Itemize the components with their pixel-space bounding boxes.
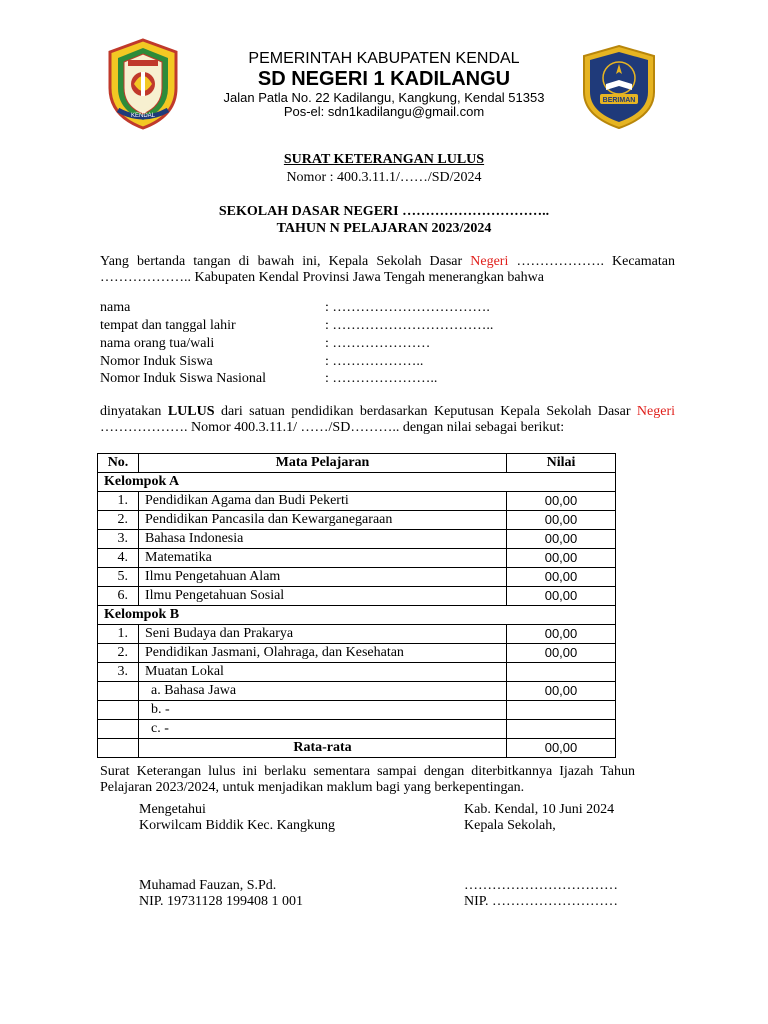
signature-right-line2: Kepala Sekolah, [464,818,556,833]
average-row [98,739,616,758]
logo-left-text: KENDAL [130,113,156,119]
signature-right-line1: Kab. Kendal, 10 Juni 2024 [464,802,615,817]
row-no: 6. [98,587,139,606]
row-score: 00,00 [507,492,616,511]
table-row [98,530,616,549]
identity-label: nama [100,300,131,315]
signature-right-name: …………………………… [464,878,618,893]
declaration-text-1: dinyatakan [100,404,168,419]
row-no: 1. [98,625,139,644]
row-subject: Muatan Lokal [139,663,507,682]
signature-left-nip: NIP. 19731128 199408 1 001 [139,894,303,909]
declaration-red-word: Negeri [636,404,676,419]
row-subject: Pendidikan Agama dan Budi Pekerti [139,492,507,511]
row-score: 00,00 [507,549,616,568]
row-score [507,720,616,739]
declaration-paragraph [100,404,675,436]
row-score: 00,00 [507,568,616,587]
table-row [98,568,616,587]
row-no: 5. [98,568,139,587]
table-row [98,625,616,644]
identity-label: Nomor Induk Siswa [100,354,213,369]
school-logo [580,44,658,130]
row-no: 2. [98,644,139,663]
school-line: SEKOLAH DASAR NEGERI ………………………….. [218,204,550,219]
row-subject: Matematika [139,549,507,568]
declaration-text-3: ………………. Nomor 400.3.11.1/ ……/SD……….. dengan nilai sebagai berikut: [100,420,565,435]
kendal-regency-logo [104,38,182,130]
grades-table [97,453,616,758]
header-subject: Mata Pelajaran [139,454,507,473]
document-title: SURAT KETERANGAN LULUS [283,152,485,167]
row-subject: c. - [139,720,507,739]
row-score: 00,00 [507,682,616,701]
table-row [98,701,616,720]
row-no: 1. [98,492,139,511]
school-address: Jalan Patla No. 22 Kadilangu, Kangkung, Kendal 51353 [223,90,545,105]
group-row [98,606,616,625]
identity-value: : ……………….. [325,354,424,369]
row-score: 00,00 [507,644,616,663]
row-no: 4. [98,549,139,568]
row-score: 00,00 [507,511,616,530]
row-score: 00,00 [507,625,616,644]
identity-label: Nomor Induk Siswa Nasional [100,371,267,386]
table-row [98,663,616,682]
row-score [507,701,616,720]
row-subject: Bahasa Indonesia [139,530,507,549]
signature-left-line2: Korwilcam Biddik Kec. Kangkung [139,818,335,833]
table-row [98,549,616,568]
row-no [98,701,139,720]
identity-value: : …………………………….. [325,318,494,333]
row-subject: b. - [139,701,507,720]
header-no: No. [98,454,139,473]
government-name: PEMERINTAH KABUPATEN KENDAL [248,50,520,67]
average-label: Rata-rata [139,739,507,758]
identity-label: tempat dan tanggal lahir [100,318,236,333]
row-no [98,739,139,758]
declaration-text-2: dari satuan pendidikan berdasarkan Keputusan Kepala Sekolah Dasar [214,404,637,419]
logo-right-text: BERIMAN [602,97,636,104]
row-score: 00,00 [507,530,616,549]
document-title-wrap [0,152,768,168]
row-subject: a. Bahasa Jawa [139,682,507,701]
row-subject: Seni Budaya dan Prakarya [139,625,507,644]
group-b-label: Kelompok B [98,606,616,625]
identity-value: : ………………… [325,336,431,351]
row-score [507,663,616,682]
signature-left-name: Muhamad Fauzan, S.Pd. [139,878,277,893]
table-row [98,644,616,663]
table-row [98,511,616,530]
identity-value: : ……………………………. [325,300,490,315]
table-row [98,587,616,606]
school-name: SD NEGERI 1 KADILANGU [257,68,511,90]
header-score: Nilai [507,454,616,473]
school-email: Pos-el: sdn1kadilangu@gmail.com [283,104,485,119]
declaration-lulus: LULUS [167,404,215,419]
row-no: 2. [98,511,139,530]
table-row [98,682,616,701]
academic-year-line: TAHUN N PELAJARAN 2023/2024 [276,221,492,236]
row-no [98,682,139,701]
table-row [98,720,616,739]
row-subject: Ilmu Pengetahuan Alam [139,568,507,587]
table-header-row [98,454,616,473]
row-score: 00,00 [507,587,616,606]
row-no: 3. [98,663,139,682]
row-no: 3. [98,530,139,549]
intro-paragraph [100,254,675,286]
row-subject: Pendidikan Pancasila dan Kewarganegaraan [139,511,507,530]
group-a-label: Kelompok A [98,473,616,492]
document-number: Nomor : 400.3.11.1/……/SD/2024 [286,170,482,185]
group-row [98,473,616,492]
signature-right-nip: NIP. ……………………… [464,894,619,909]
table-row [98,492,616,511]
row-subject: Pendidikan Jasmani, Olahraga, dan Kesehatan [139,644,507,663]
identity-label: nama orang tua/wali [100,336,215,351]
intro-text-1: Yang bertanda tangan di bawah ini, Kepala Sekolah Dasar [100,254,471,269]
identity-value: : ………………….. [325,371,438,386]
row-subject: Ilmu Pengetahuan Sosial [139,587,507,606]
row-no [98,720,139,739]
signature-left-line1: Mengetahui [139,802,206,817]
intro-text-2: ………………. Kecamatan ……………….. Kabupaten Kendal Provinsi Jawa Tengah menerangkan bahwa [100,254,675,285]
intro-red-word: Negeri [470,254,509,269]
validity-statement: Surat Keterangan lulus ini berlaku sementara sampai dengan diterbitkannya Ijazah Tahun Pelajaran 2023/2024, untuk menjadikan maklum bagi yang berkepentingan. [100,764,635,795]
average-score: 00,00 [507,739,616,758]
